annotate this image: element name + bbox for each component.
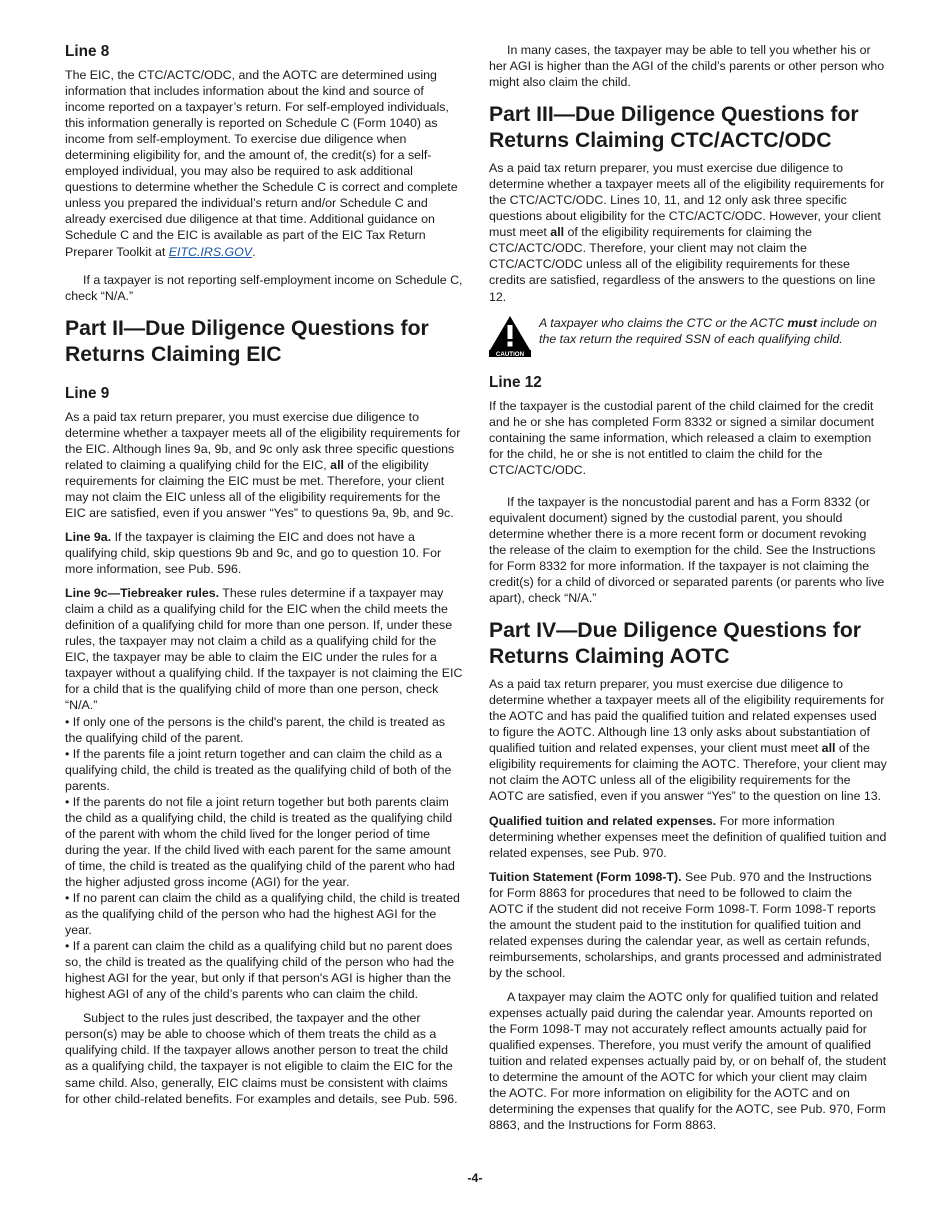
line9-paragraph	[65, 409, 463, 521]
caution-label: CAUTION	[495, 350, 525, 357]
line9c-paragraph	[65, 585, 463, 713]
qualified-tuition-paragraph	[489, 813, 887, 861]
line9-text-b: of the eligibility requirements for claiming the EIC must be met. Therefore, your client may not claim the EIC unless all of the eligibility requirements for the EIC are satisfied, even if you answer “Yes” to questions 9a, 9b, and 9c.	[65, 457, 454, 520]
bullet-item	[65, 938, 463, 1002]
page-number: -4-	[467, 1171, 483, 1185]
eitc-irs-gov-link[interactable]: EITC.IRS.GOV	[168, 244, 253, 259]
part3-text-b: of the eligibility requirements for claiming the CTC/ACTC/ODC. Therefore, your client may not claim the CTC/ACTC/ODC unless all of the eligibility requirements for these credits are satisfied, regardless of the answers to the questions on line 12.	[489, 225, 876, 304]
line8-text: The EIC, the CTC/ACTC/ODC, and the AOTC are determined using information that includes information about the kind and source of income reported on a taxpayer’s return. For self-employed individuals, this information generally is reported on Schedule C (Form 1040) as income from self-employment. To exercise due diligence when determining eligibility for, and the amount of, the credit(s) for a self-employed individual, you may also be required to ask additional questions to determine whether the Schedule C is correct and complete unless you prepared the individual’s return and/or Schedule C and already exercised due diligence at that time. Additional guidance on Schedule C and the EIC is available as part of the EIC Tax Return Preparer Toolkit at	[65, 68, 458, 259]
right-column	[489, 42, 887, 1133]
line9c-text: These rules determine if a taxpayer may claim a child as a qualifying child for the EIC when the child meets the definition of a qualifying child for more than one person. If, under these rules, the taxpayer may not claim a child as a qualifying child for the EIC, the taxpayer may be able to claim the EIC under the rules for a taxpayer without a qualifying child. If the taxpayer is not claiming the EIC for a child that is the qualifying child of more than one person, check “N/A.”	[65, 586, 463, 713]
line9a-label: Line 9a.	[65, 529, 112, 544]
part4-heading: Part IV—Due Diligence Questions for Returns Claiming AOTC	[489, 619, 862, 669]
tuition-statement-paragraph	[489, 869, 887, 981]
caution-text-b: include on the tax return the required SSN of each qualifying child.	[539, 315, 877, 346]
part4-text-a: As a paid tax return preparer, you must exercise due diligence to determine whether a taxpayer meets all of the eligibility requirements for the AOTC and has paid the qualified tuition and related expenses used to figure the AOTC. Although line 13 only asks about substantiation of qualified tuition and related expenses, your client must meet	[489, 677, 885, 756]
line9c-label: Line 9c—Tiebreaker rules.	[65, 586, 220, 601]
part2-heading: Part II—Due Diligence Questions for Returns Claiming EIC	[65, 316, 429, 366]
caution-text	[539, 315, 887, 347]
caution-note	[489, 315, 887, 357]
bullet-item	[65, 794, 463, 890]
part3-bold-all: all	[550, 225, 565, 240]
caution-bold-must: must	[787, 315, 817, 330]
qualified-tuition-label: Qualified tuition and related expenses.	[489, 813, 717, 828]
line9-bold-all: all	[330, 457, 344, 472]
part3-paragraph	[489, 160, 887, 304]
caution-text-a: A taxpayer who claims the CTC or the ACTC	[539, 315, 788, 330]
bullet-text: If the parents file a joint return together and can claim the child as a qualifying child, the child is treated as the qualifying child of both of the parents.	[65, 746, 452, 793]
bullet-text: If no parent can claim the child as a qualifying child, the child is treated as the qualifying child of the person who had the highest AGI for the year.	[65, 891, 460, 938]
tuition-statement-text: See Pub. 970 and the Instructions for Form 8863 for procedures that need to be followed to claim the AOTC if the student did not receive Form 1098-T. Form 1098-T reports the amount the student paid to the institution for qualified tuition and related expenses during the calendar year, as well as certain refunds, reimbursements, scholarships, and grants processed and administrated by the school.	[489, 869, 882, 980]
line9-text-a: As a paid tax return preparer, you must exercise due diligence to determine whether a taxpayer meets all of the eligibility requirements for the EIC. Although lines 9a, 9b, and 9c only ask three specific questions related to claiming a qualifying child for the EIC,	[65, 409, 461, 472]
bullet-text: If a parent can claim the child as a qualifying child but no parent does so, the child is treated as the qualifying child of the person who had the highest AGI for the year, but only if that person's AGI is higher than the highest AGI of any of the child’s parents who can claim the child.	[65, 939, 455, 1002]
bullet-icon: •	[65, 714, 70, 729]
left-column	[65, 42, 463, 1107]
bullet-text: If the parents do not file a joint return together but both parents claim the child as a qualifying child, the child is treated as the qualifying child of the parent with whom the child lived for the longer period of time during the year. If the child lived with each parent for the same amount of time, the child is treated as the qualifying child of the parent who had the higher adjusted gross income (AGI) for the year.	[65, 794, 455, 889]
bullet-item	[65, 714, 463, 746]
subject-paragraph: Subject to the rules just described, the taxpayer and the other person(s) may be able to choose which of them treats the child as a qualifying child. If the taxpayer allows another person to treat the child as a qualifying child, the taxpayer is not eligible to claim the EIC for the same child. Also, generally, EIC claims must be consistent with claims for other child-related benefits. For examples and details, see Pub. 596.	[65, 1011, 458, 1106]
caution-icon	[489, 315, 531, 357]
intro-paragraph: In many cases, the taxpayer may be able to tell you whether his or her AGI is higher than the AGI of the child’s parents or other person who might also claim the child.	[489, 43, 885, 90]
line8-na-paragraph: If a taxpayer is not reporting self-employment income on Schedule C, check “N/A.”	[65, 272, 463, 303]
line9a-text: If the taxpayer is claiming the EIC and does not have a qualifying child, skip questions 9b and 9c, and go to question 10. For more information, see Pub. 596.	[65, 529, 442, 577]
part3-text-a: As a paid tax return preparer, you must exercise due diligence to determine whether a taxpayer meets all of the eligibility requirements for the CTC/ACTC/ODC. Lines 10, 11, and 12 only ask three specific questions about eligibility for the CTC/ACTC/ODC. However, your client must meet	[489, 161, 885, 240]
line12-paragraph-2: If the taxpayer is the noncustodial parent and has a Form 8332 (or equivalent document) signed by the custodial parent, you should determine whether there is a more recent form or document revoking the release of the claim to exemption for the child. See the Instructions for Form 8332 for more information. If the taxpayer is not claiming the credit(s) for a child of divorced or separated parents (or parents who live apart), check “N/A.”	[489, 494, 885, 606]
part3-heading: Part III—Due Diligence Questions for Returns Claiming CTC/ACTC/ODC	[489, 103, 859, 153]
tuition-statement-label: Tuition Statement (Form 1098-T).	[489, 869, 682, 884]
bullet-icon: •	[65, 939, 70, 954]
aotc-final-paragraph: A taxpayer may claim the AOTC only for qualified tuition and related expenses actually paid during the calendar year. Amounts reported on the Form 1098-T may not accurately reflect amounts actually paid for qualified expenses. Therefore, you must verify the amount of qualified tuition and related expenses actually paid by, or on behalf of, the student to determine the amount of the AOTC for which your client may claim the AOTC. For more information on eligibility for the AOTC and on determining the expenses that qualify for the AOTC, see Pub. 970, Form 8863, and the Instructions for Form 8863.	[489, 989, 887, 1133]
line12-heading: Line 12	[489, 373, 542, 391]
part4-paragraph	[489, 676, 887, 804]
qualified-tuition-text: For more information determining whether expenses meet the definition of qualified tuition and related expenses, see Pub. 970.	[489, 813, 887, 860]
line9a-paragraph	[65, 529, 463, 577]
line8-heading: Line 8	[65, 43, 110, 60]
bullet-item	[65, 746, 463, 794]
part4-bold-all: all	[821, 741, 836, 756]
bullet-item	[65, 890, 463, 938]
line8-text-end: .	[252, 244, 256, 259]
line12-paragraph-1: If the taxpayer is the custodial parent of the child claimed for the credit and he or she has completed Form 8332 or signed a similar document containing the same information, which released a claim to exemption for the child, he or she is not entitled to claim the child for the CTC/ACTC/ODC.	[489, 398, 875, 477]
bullet-text: If only one of the persons is the child's parent, the child is treated as the qualifying child of the parent.	[65, 714, 446, 745]
bullet-icon: •	[65, 746, 70, 761]
part4-text-b: of the eligibility requirements for claiming the AOTC. Therefore, your client may not claim the AOTC unless all of the eligibility requirements for the AOTC are satisfied, even if you answer “Yes” to the question on line 13.	[489, 741, 887, 804]
bullet-icon: •	[65, 794, 70, 809]
line9-heading: Line 9	[65, 384, 110, 402]
line8-paragraph	[65, 67, 463, 260]
bullet-icon: •	[65, 891, 70, 906]
